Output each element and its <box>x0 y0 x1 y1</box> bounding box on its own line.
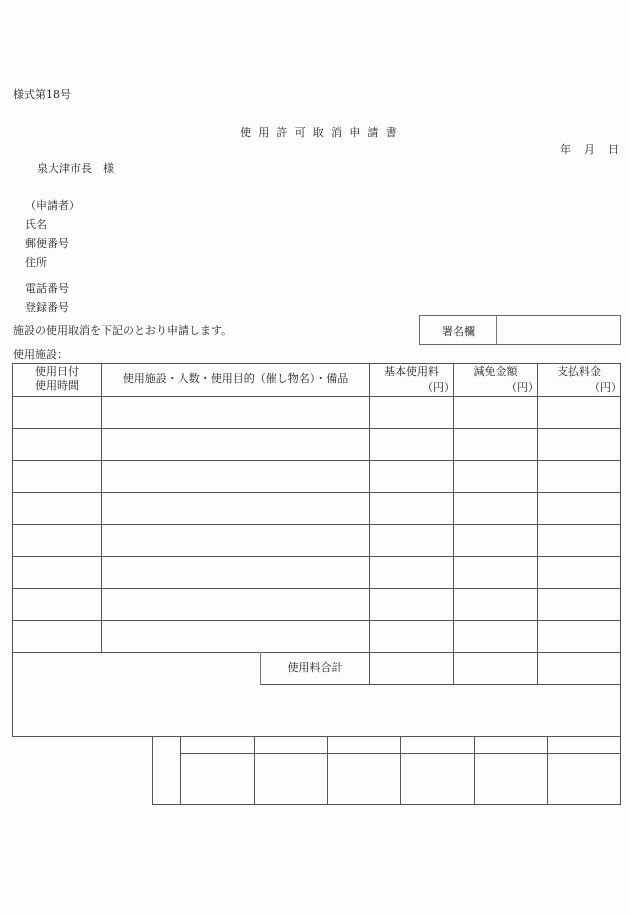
date-field <box>560 141 619 157</box>
table-border-bottom <box>12 736 621 737</box>
stamp-col-divider <box>547 736 548 805</box>
total-label: 使用料合計 <box>287 661 343 674</box>
applicant-registration-label: 登録番号 <box>25 301 69 314</box>
header-date-time <box>13 365 101 393</box>
stamp-border-right <box>620 736 621 805</box>
row-divider <box>12 524 621 525</box>
header-date: 使用日付 <box>35 365 79 378</box>
row-divider <box>12 556 621 557</box>
stamp-col-divider <box>400 736 401 805</box>
date-day: 日 <box>608 143 619 156</box>
stamp-border-bottom <box>152 804 621 805</box>
row-divider <box>12 396 621 397</box>
header-discount: 減免金額 <box>473 365 518 378</box>
form-number: 様式第18号 <box>13 88 71 101</box>
applicant-postal-label: 郵便番号 <box>25 237 69 250</box>
row-divider <box>12 620 621 621</box>
applicant-heading: （申請者） <box>25 199 80 212</box>
date-month: 月 <box>584 143 595 156</box>
header-time: 使用時間 <box>35 379 79 392</box>
application-statement: 施設の使用取消を下記のとおり申請します。 <box>13 324 233 337</box>
col-divider <box>101 363 102 652</box>
stamp-col-divider <box>254 736 255 805</box>
row-divider <box>12 588 621 589</box>
facility-label: 使用施設： <box>13 348 68 361</box>
table-border-top <box>12 363 621 364</box>
header-payment: 支払料金 <box>557 365 601 378</box>
stamp-divider <box>180 736 181 805</box>
stamp-col-divider <box>327 736 328 805</box>
date-year: 年 <box>560 143 571 156</box>
applicant-phone-label: 電話番号 <box>25 282 69 295</box>
row-divider <box>12 652 621 653</box>
header-payment-unit: （円） <box>589 381 622 394</box>
row-divider <box>12 428 621 429</box>
table-border-right <box>620 363 621 737</box>
total-row-bottom <box>260 684 621 685</box>
table-border-left <box>12 363 13 737</box>
row-divider <box>12 492 621 493</box>
signature-divider <box>496 316 497 344</box>
signature-box <box>419 315 621 345</box>
applicant-address-label: 住所 <box>25 256 47 269</box>
row-divider <box>12 460 621 461</box>
addressee: 泉大津市長 様 <box>37 162 114 175</box>
applicant-name-label: 氏名 <box>25 218 47 231</box>
stamp-col-divider <box>474 736 475 805</box>
header-base-fee-unit: （円） <box>422 381 455 394</box>
header-base-fee: 基本使用料 <box>384 365 439 378</box>
header-discount-unit: （円） <box>506 381 539 394</box>
document-title: 使用許可取消申請書 <box>240 126 404 139</box>
signature-field[interactable] <box>498 316 620 344</box>
header-facility: 使用施設・人数・使用目的（催し物名）・備品 <box>122 372 349 385</box>
signature-label: 署名欄 <box>442 325 475 338</box>
stamp-border-left <box>152 736 153 805</box>
